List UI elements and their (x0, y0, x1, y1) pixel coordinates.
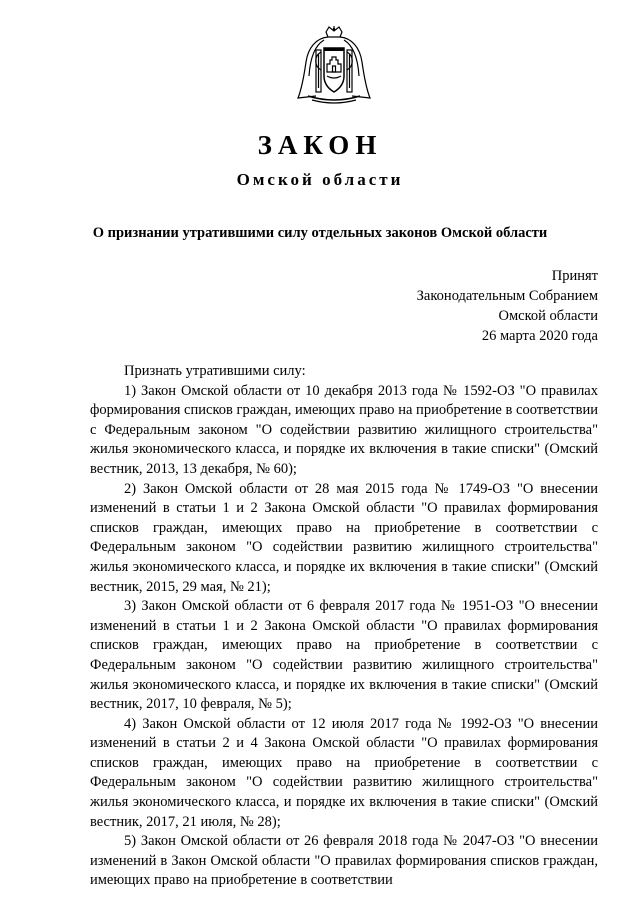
adoption-line: Законодательным Собранием (416, 288, 598, 304)
law-body (90, 362, 598, 891)
intro-paragraph: Признать утратившими силу: (124, 363, 306, 379)
adoption-block (417, 266, 598, 346)
document-title: ЗАКОН (257, 130, 383, 160)
omsk-coat-of-arms-icon (294, 26, 374, 104)
adoption-date: 26 марта 2020 года (481, 328, 598, 344)
law-heading: О признании утратившими силу отдельных законов Омской области (92, 225, 548, 241)
list-item: 2) Закон Омской области от 28 мая 2015 года № 1749-ОЗ "О внесении изменений в статьи 1 и 2 Закона Омской области "О правилах формирования списков граждан, имеющих право на приобретение в соответствии с Федеральным законом "О содействии развитию жилищного строительства" жилья экономического класса, и порядке их включения в такие списки" (Омский вестник, 2015, 29 мая, № 21); (90, 480, 598, 595)
list-item: 5) Закон Омской области от 26 февраля 2018 года № 2047-ОЗ "О внесении изменений в Закон Омской области "О правилах формирования списков граждан, имеющих право на приобретение в соответствии (90, 833, 598, 889)
document-subtitle: Омской области (236, 170, 404, 189)
list-item: 4) Закон Омской области от 12 июля 2017 года № 1992-ОЗ "О внесении изменений в статьи 2 и 4 Закона Омской области "О правилах формирования списков граждан, имеющих право на приобретение в соответствии с Федеральным законом "О содействии развитию жилищного строительства" жилья экономического класса, и порядке их включения в такие списки" (Омский вестник, 2017, 21 июля, № 28); (90, 715, 598, 830)
adoption-line: Принят (551, 268, 598, 284)
list-item: 1) Закон Омской области от 10 декабря 2013 года № 1592-ОЗ "О правилах формирования списков граждан, имеющих право на приобретение в соответствии с Федеральным законом "О содействии развитию жилищного строительства" жилья экономического класса, и порядке их включения в такие списки" (Омский вестник, 2013, 13 декабря, № 60); (90, 382, 598, 477)
adoption-line: Омской области (498, 308, 598, 324)
list-item: 3) Закон Омской области от 6 февраля 2017 года № 1951-ОЗ "О внесении изменений в статьи 1 и 2 Закона Омской области "О правилах формирования списков граждан, имеющих право на приобретение в соответствии с Федеральным законом "О содействии развитию жилищного строительства" жилья экономического класса, и порядке их включения в такие списки" (Омский вестник, 2017, 10 февраля, № 5); (90, 598, 598, 713)
